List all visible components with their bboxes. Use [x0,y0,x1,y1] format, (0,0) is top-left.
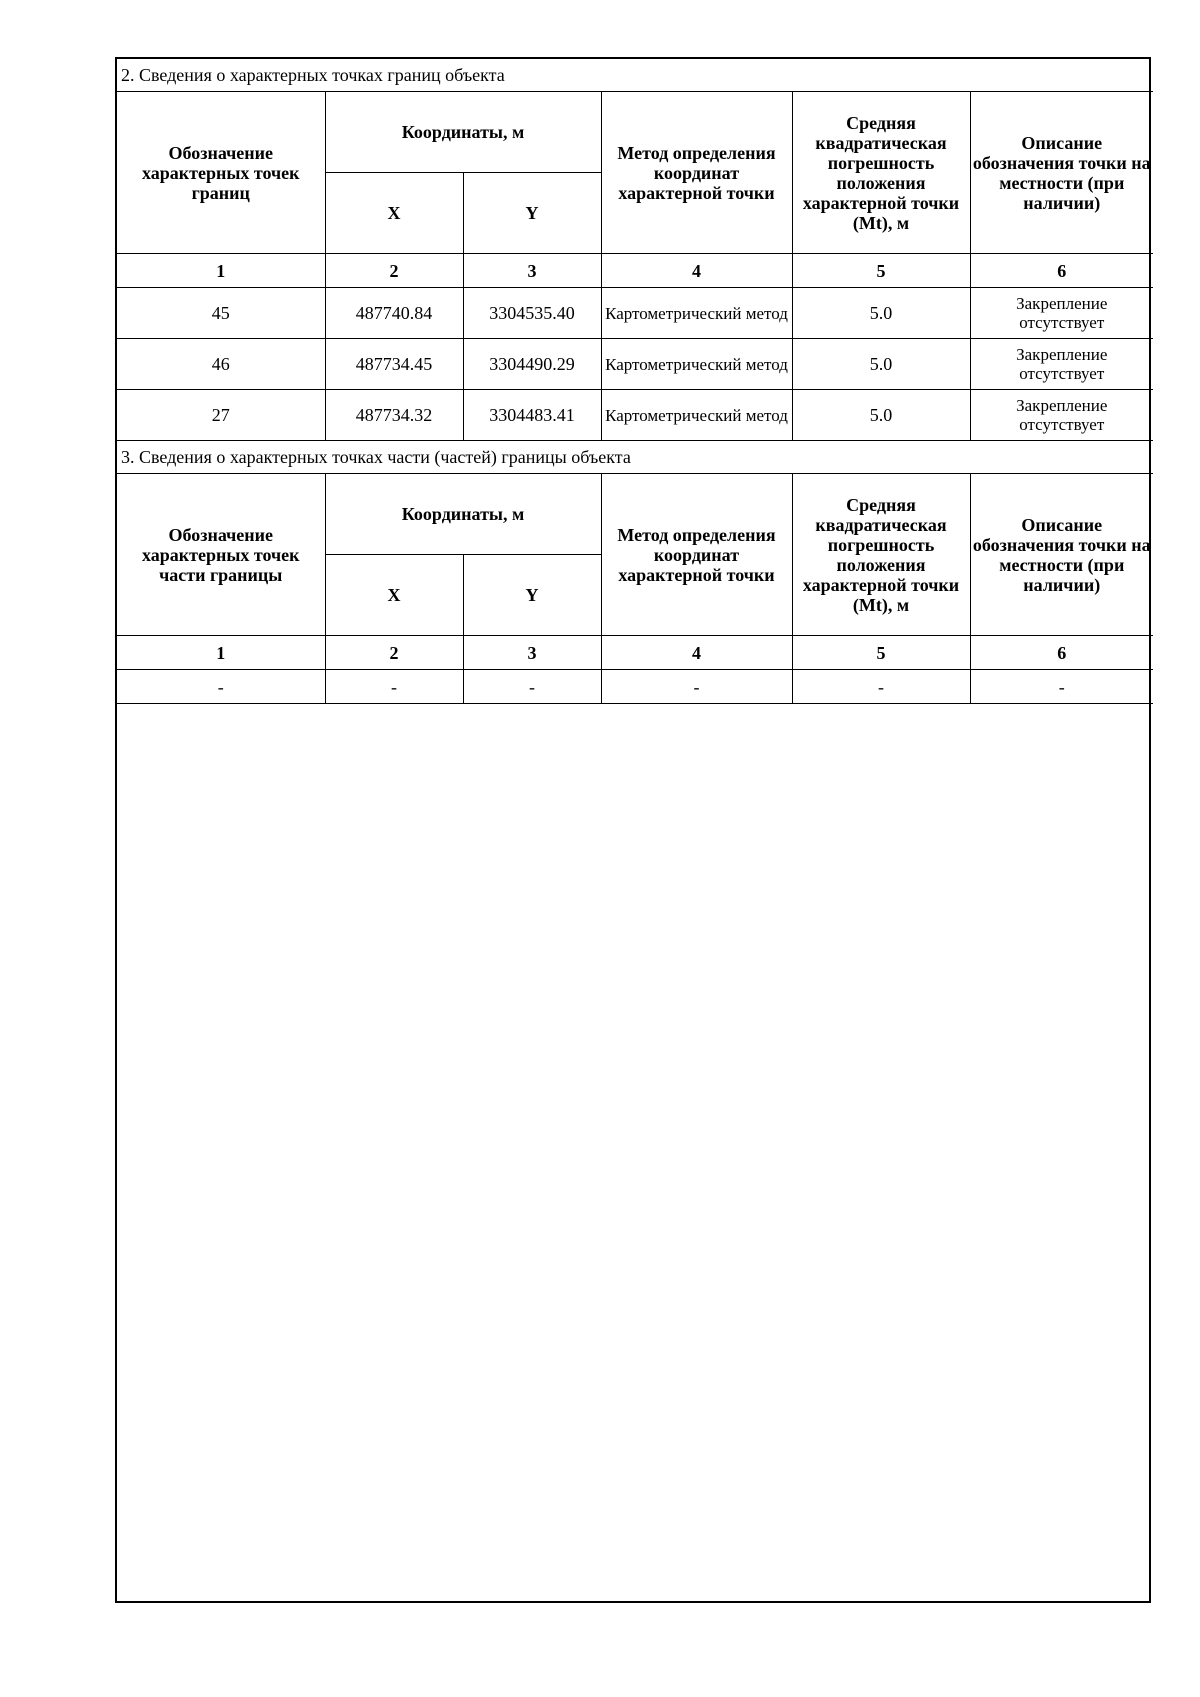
header-coordinates: Координаты, м [325,474,601,555]
column-number: 5 [792,636,970,670]
header-y: Y [463,555,601,636]
header-description: Описание обозначения точки на местности (при наличии) [970,92,1153,254]
column-number: 2 [325,636,463,670]
method: Картометрический метод [601,390,792,441]
mt-value: 5.0 [792,390,970,441]
header-method: Метод определения координат характерной точки [601,92,792,254]
x-coordinate: - [325,670,463,704]
point-number: 45 [117,288,325,339]
point-number: - [117,670,325,704]
section-3-title: 3. Сведения о характерных точках части (частей) границы объекта [117,441,1153,474]
section-2-title-row [117,59,1153,92]
document-frame [115,57,1151,1603]
header-designation: Обозначение характерных точек части границы [117,474,325,636]
table-row [117,670,1153,704]
header-y: Y [463,173,601,254]
section-2-number-row [117,254,1153,288]
description: Закрепление отсутствует [970,339,1153,390]
y-coordinate: 3304535.40 [463,288,601,339]
column-number: 1 [117,254,325,288]
mt-value: 5.0 [792,339,970,390]
header-x: X [325,555,463,636]
header-coordinates: Координаты, м [325,92,601,173]
column-number: 5 [792,254,970,288]
section-3-header-row [117,474,1153,555]
column-number: 3 [463,254,601,288]
column-number: 4 [601,254,792,288]
description: - [970,670,1153,704]
column-number: 1 [117,636,325,670]
header-description: Описание обозначения точки на местности (при наличии) [970,474,1153,636]
method: Картометрический метод [601,339,792,390]
y-coordinate: 3304483.41 [463,390,601,441]
column-number: 3 [463,636,601,670]
column-number: 4 [601,636,792,670]
column-number: 6 [970,254,1153,288]
header-x: X [325,173,463,254]
table-row [117,339,1153,390]
boundary-points-table [117,59,1153,704]
section-2-title: 2. Сведения о характерных точках границ объекта [117,59,1153,92]
description: Закрепление отсутствует [970,288,1153,339]
header-method: Метод определения координат характерной точки [601,474,792,636]
x-coordinate: 487734.32 [325,390,463,441]
y-coordinate: 3304490.29 [463,339,601,390]
table-row [117,288,1153,339]
table-row [117,390,1153,441]
header-designation: Обозначение характерных точек границ [117,92,325,254]
x-coordinate: 487734.45 [325,339,463,390]
mt-value: - [792,670,970,704]
x-coordinate: 487740.84 [325,288,463,339]
method: Картометрический метод [601,288,792,339]
mt-value: 5.0 [792,288,970,339]
section-2-header-row [117,92,1153,173]
section-3-title-row [117,441,1153,474]
point-number: 46 [117,339,325,390]
point-number: 27 [117,390,325,441]
header-error: Средняя квадратическая погрешность положения характерной точки (Mt), м [792,92,970,254]
y-coordinate: - [463,670,601,704]
header-error: Средняя квадратическая погрешность положения характерной точки (Mt), м [792,474,970,636]
column-number: 6 [970,636,1153,670]
section-3-number-row [117,636,1153,670]
column-number: 2 [325,254,463,288]
description: Закрепление отсутствует [970,390,1153,441]
method: - [601,670,792,704]
